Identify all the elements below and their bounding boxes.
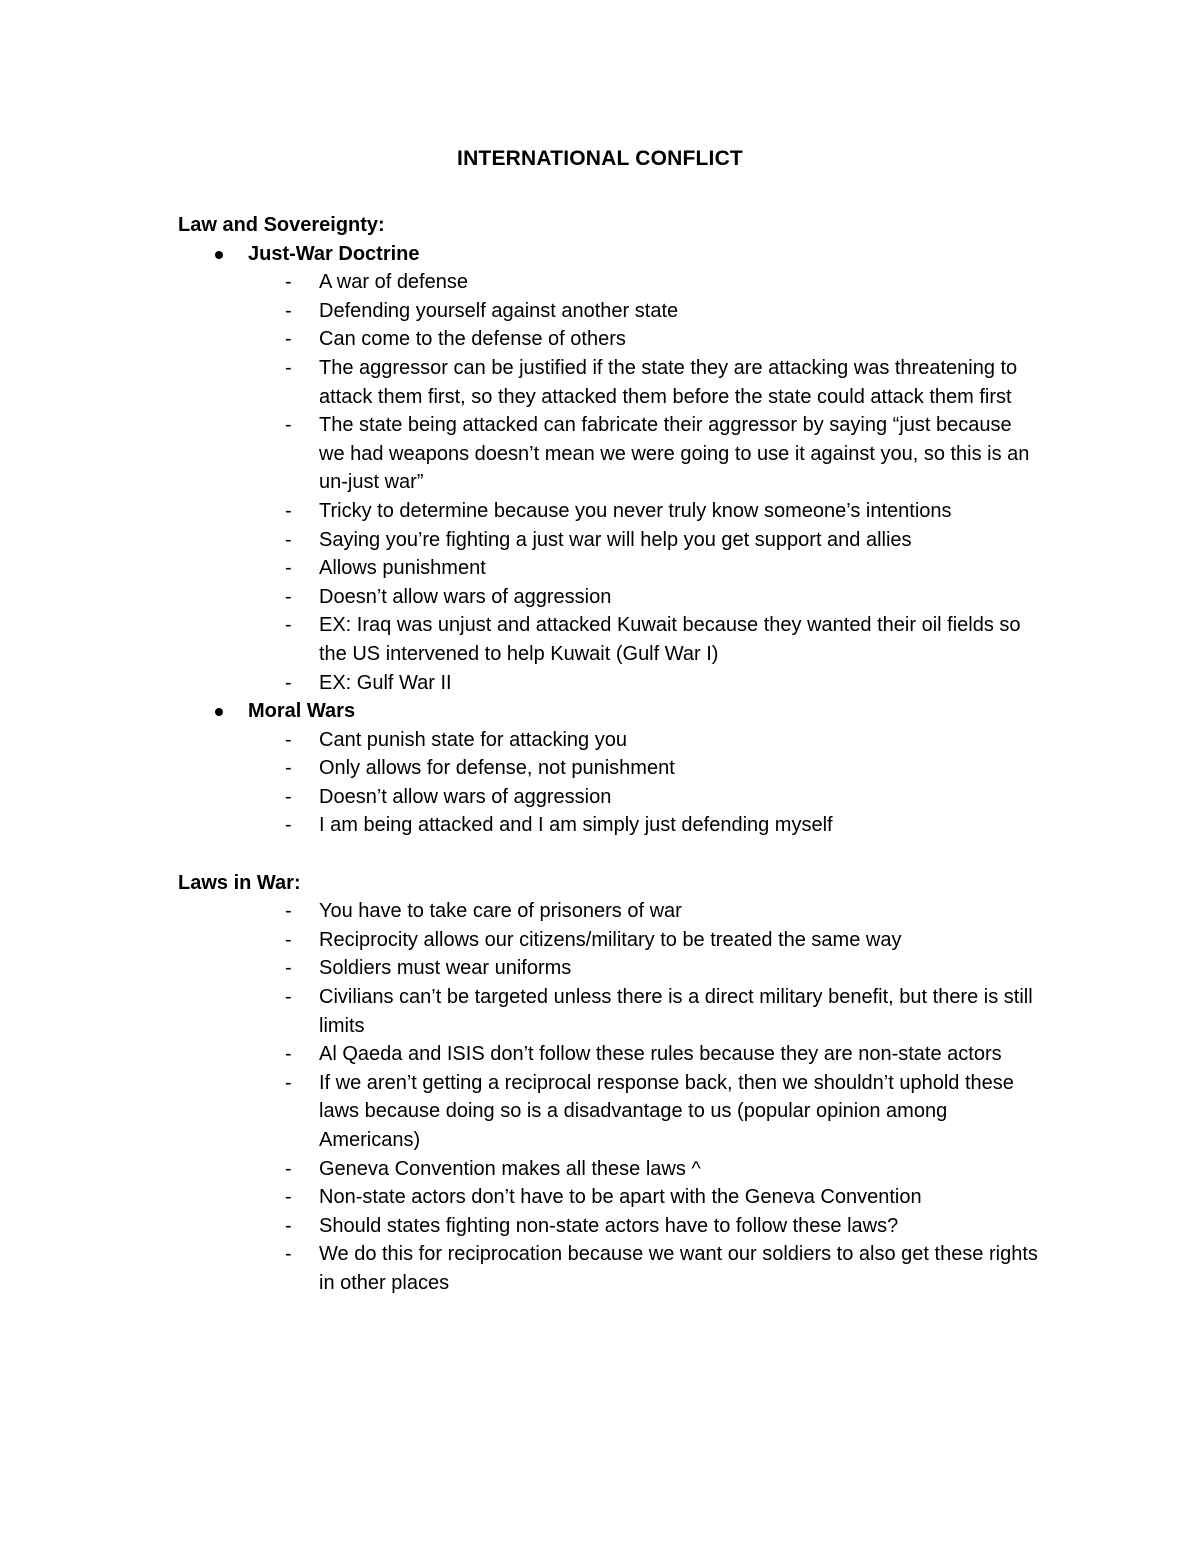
list-item [178,1183,1038,1212]
dash-marker: - [285,414,292,437]
dash-marker: - [285,1243,292,1266]
list-item-text: EX: Iraq was unjust and attacked Kuwait because they wanted their oil fields so the US intervened to help Kuwait (Gulf War I) [319,614,1021,665]
list-item [178,897,1038,926]
list-item [178,811,1038,840]
list-item-text: Civilians can’t be targeted unless there is a direct military benefit, but there is still limits [319,986,1033,1037]
list-item-text: Defending yourself against another state [319,299,679,322]
list-item-text: EX: Gulf War II [319,671,452,694]
list-item-text: Saying you’re fighting a just war will help you get support and allies [319,528,912,551]
dash-marker: - [285,757,292,780]
dash-marker: - [285,299,292,322]
list-item [178,726,1038,755]
bullet-moral-wars [178,697,1038,726]
section-heading-law-and-sovereignty: Law and Sovereignty: [178,214,385,236]
list-item-text: Allows punishment [319,557,486,580]
dash-list-just-war [178,268,1038,697]
dash-marker: - [285,785,292,808]
bullet-label: Moral Wars [248,700,356,723]
list-item [178,1040,1038,1069]
dash-marker: - [285,957,292,980]
list-item [178,783,1038,812]
dash-marker: - [285,271,292,294]
list-item [178,926,1038,955]
list-item [178,583,1038,612]
page-title: INTERNATIONAL CONFLICT [457,147,743,170]
list-item [178,669,1038,698]
list-item-text: Doesn’t allow wars of aggression [319,785,612,808]
bullet-dot-icon [215,708,223,716]
section-spacer [178,840,1038,869]
list-item-text: Can come to the defense of others [319,328,626,351]
list-item-text: Should states fighting non-state actors have to follow these laws? [319,1214,899,1237]
list-item-text: The state being attacked can fabricate their aggressor by saying “just because we had weapons doesn’t mean we were going to use it against you, so this is an un-just war” [319,414,1030,494]
document-body [178,211,1038,1298]
dash-list-moral-wars [178,726,1038,840]
list-item-text: I am being attacked and I am simply just defending myself [319,814,833,837]
list-item [178,754,1038,783]
dash-list-laws-in-war [178,897,1038,1297]
list-item [178,325,1038,354]
dash-marker: - [285,528,292,551]
list-item-text: Only allows for defense, not punishment [319,757,675,780]
list-item-text: Doesn’t allow wars of aggression [319,585,612,608]
list-item-text: The aggressor can be justified if the state they are attacking was threatening to attack them first, so they attacked them before the state could attack them first [319,356,1018,408]
list-item-text: Tricky to determine because you never truly know someone’s intentions [319,499,952,522]
dash-marker: - [285,728,292,751]
dash-marker: - [285,1071,292,1094]
list-item-text: Al Qaeda and ISIS don’t follow these rules because they are non-state actors [319,1043,1002,1066]
dash-marker: - [285,328,292,351]
list-item [178,1212,1038,1241]
bullet-label: Just-War Doctrine [248,242,420,265]
list-item [178,526,1038,555]
dash-marker: - [285,986,292,1009]
dash-marker: - [285,585,292,608]
list-item [178,1155,1038,1184]
list-item [178,554,1038,583]
list-item [178,354,1038,411]
list-item-text: A war of defense [319,271,468,294]
list-item [178,297,1038,326]
list-item [178,954,1038,983]
list-item [178,1240,1038,1297]
list-item-text: We do this for reciprocation because we want our soldiers to also get these rights in other places [319,1243,1038,1294]
list-item-text: If we aren’t getting a reciprocal response back, then we shouldn’t uphold these laws because doing so is a disadvantage to us (popular opinion among Americans) [319,1071,1014,1151]
dash-marker: - [285,557,292,580]
dash-marker: - [285,900,292,923]
dash-marker: - [285,356,292,379]
list-item-text: Reciprocity allows our citizens/military to be treated the same way [319,928,902,951]
list-item [178,983,1038,1040]
list-item [178,268,1038,297]
bullet-dot-icon [215,251,223,259]
bullet-just-war-doctrine [178,240,1038,269]
section-heading-laws-in-war: Laws in War: [178,871,301,894]
list-item [178,411,1038,497]
dash-marker: - [285,1043,292,1066]
dash-marker: - [285,614,292,637]
dash-marker: - [285,1186,292,1209]
dash-marker: - [285,499,292,522]
dash-marker: - [285,1214,292,1237]
list-item-text: You have to take care of prisoners of war [319,900,682,923]
dash-marker: - [285,928,292,951]
list-item-text: Soldiers must wear uniforms [319,957,572,980]
dash-marker: - [285,1157,292,1180]
list-item [178,1069,1038,1155]
list-item [178,611,1038,668]
list-item-text: Non-state actors don’t have to be apart with the Geneva Convention [319,1186,922,1209]
dash-marker: - [285,814,292,837]
list-item-text: Cant punish state for attacking you [319,728,627,751]
list-item [178,497,1038,526]
list-item-text: Geneva Convention makes all these laws ^ [319,1157,701,1180]
dash-marker: - [285,671,292,694]
